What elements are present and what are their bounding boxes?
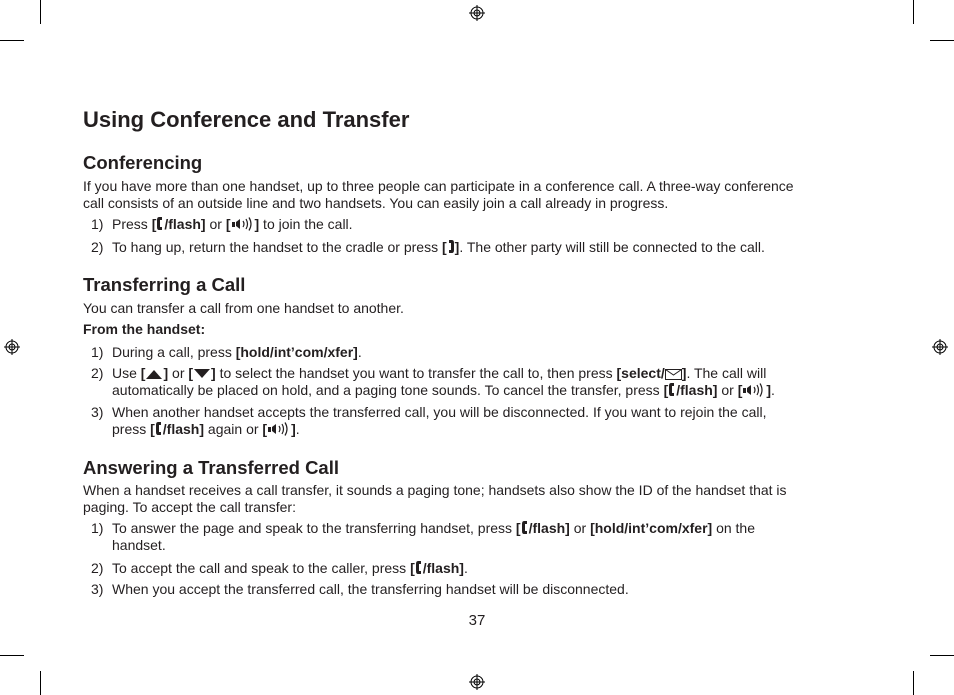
section-heading-transferring: Transferring a Call [83,274,246,295]
crop-mark [930,655,954,656]
end-call-icon [447,239,455,254]
registration-mark-icon [469,674,485,690]
crop-mark [913,0,914,24]
crop-mark [40,0,41,24]
crop-mark [913,671,914,695]
transfer-subheading: From the handset: [83,321,206,337]
section-heading-conferencing: Conferencing [83,152,203,173]
crop-mark [40,671,41,695]
page-title: Using Conference and Transfer [83,107,410,132]
talk-phone-icon [521,520,529,535]
down-arrow-icon [193,368,211,380]
registration-mark-icon [4,339,20,355]
registration-mark-icon [932,339,948,355]
transfer-intro: You can transfer a call from one handset to another. [83,300,404,316]
speaker-icon [742,383,766,397]
talk-phone-icon [155,421,163,436]
talk-phone-icon [415,560,423,575]
crop-mark [0,40,24,41]
answering-intro: When a handset receives a call transfer, it sounds a paging tone; handsets also show the ID of the handset that is paging. To accept the call transfer: [83,482,787,515]
page-number: 37 [468,612,486,629]
section-heading-answering: Answering a Transferred Call [83,457,340,478]
conferencing-intro: If you have more than one handset, up to three people can participate in a conference call. A three-way conference call consists of an outside line and two handsets. You can easily join a call already in progress. [83,178,794,211]
speaker-icon [267,422,291,436]
crop-mark [930,40,954,41]
up-arrow-icon [145,368,163,380]
crop-mark [0,655,24,656]
envelope-icon [665,369,682,380]
registration-mark-icon [469,5,485,21]
speaker-icon [231,217,255,231]
